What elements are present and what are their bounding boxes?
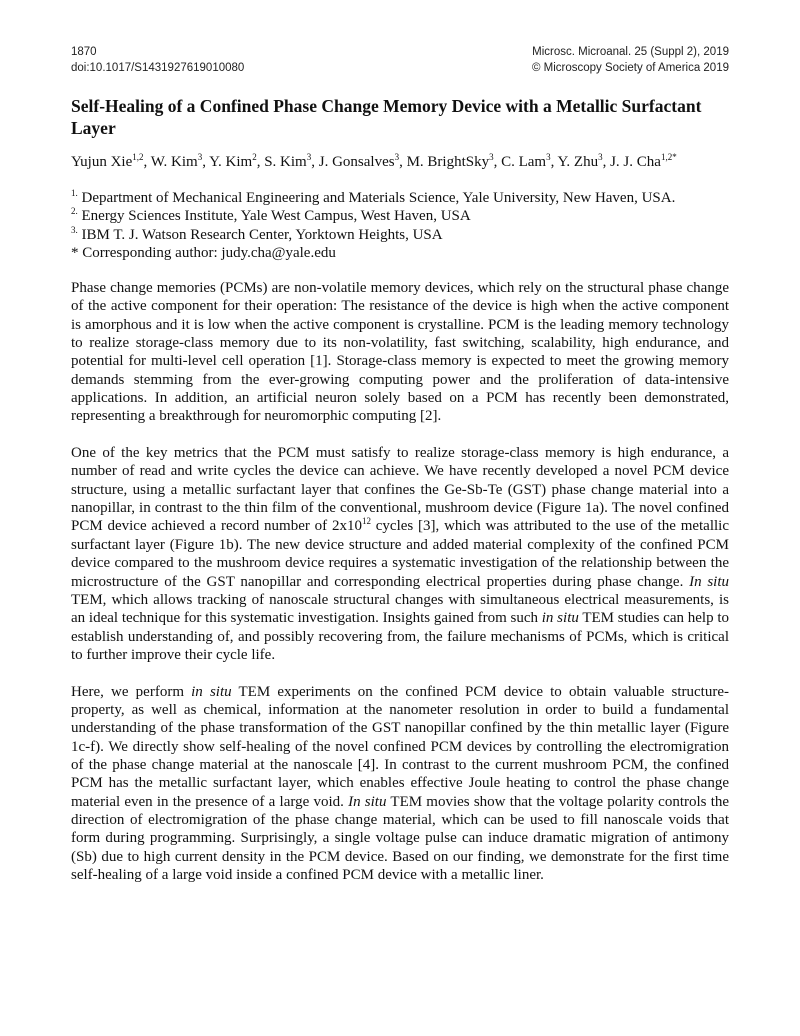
author-name: Y. Zhu — [557, 154, 599, 170]
author-separator: , — [550, 154, 558, 170]
paper-title: Self-Healing of a Confined Phase Change Memory Device with a Metallic Surfactant Layer — [71, 96, 702, 138]
header-right — [532, 44, 729, 76]
author-affiliation-mark: 3 — [546, 152, 551, 162]
author-affiliation-mark: 3 — [598, 152, 603, 162]
author-affiliation-mark: 3 — [197, 152, 203, 162]
affiliation-mark: 1. — [71, 188, 78, 198]
copyright: © Microscopy Society of America 2019 — [531, 62, 729, 74]
author-affiliation-mark: 2 — [252, 152, 257, 162]
text-segment: TEM movies show that the voltage polarity controls the direction of electromigration of the phase change material, which can be used to fill nanoscale voids that form during programming. Surprisingly, a single voltage pulse can induce dramatic migration of antimony (Sb) due to high current density in the PCM device. Based on our finding, we demonstrate for the first time self-healing of a large void inside a confined PCM device with a metallic liner. — [71, 793, 730, 883]
author — [71, 154, 151, 170]
author-name: J. J. Cha — [610, 154, 661, 170]
author-name: Yujun Xie — [71, 154, 133, 170]
text-segment: Phase change memories (PCMs) are non-volatile memory devices, which rely on the structural phase change of the active component for their operation: The resistance of the device is high when the active component is amorphous and it is low when the active component is crystalline. PCM is the leading memory technology to realize storage-class memory due to its non-volatility, fast switching, scalability, high endurance, and potential for multi-level cell operation [1]. Storage-class memory is expected to meet the growing memory demands stemming from the ever-growing computing power and the proliferation of data-intensive applications. In addition, an artificial neuron solely based on a PCM has recently been demonstrated, representing a breakthrough for neuromorphic computing [2]. — [71, 280, 729, 425]
affiliation-text: Department of Mechanical Engineering and Materials Science, Yale University, New Haven, USA. — [77, 190, 676, 206]
author-separator: , — [399, 154, 407, 170]
text-segment: Here, we perform — [71, 683, 192, 700]
text-segment: cycles [3], which was attributed to the use of the metallic surfactant layer (Figure 1b). The new device structure and added material complexity of the confined PCM device compared to the mushroom device requires a systematic investigation of the relationship between the microstructure of the GST nanopillar and corresponding electrical properties during phase change. — [71, 518, 729, 590]
author — [151, 154, 209, 170]
paragraph — [71, 444, 729, 664]
author-affiliation-mark: 1,2* — [660, 152, 677, 162]
italic-text: In situ — [348, 793, 387, 810]
author-separator: , — [143, 154, 151, 170]
author-separator: , — [256, 154, 265, 170]
author-name: Y. Kim — [209, 154, 253, 170]
author — [264, 154, 319, 170]
affiliation-mark: 2. — [71, 206, 78, 217]
italic-text: in situ — [191, 683, 232, 700]
affiliation — [71, 244, 675, 262]
author-name: J. Gonsalves — [318, 154, 395, 170]
affiliation-text: * Corresponding author: judy.cha@yale.edu — [71, 245, 336, 262]
text-segment: TEM studies can help to establish understanding of, and possibly recovering from, the failure mechanisms of PCMs, which is critical to further improve their cycle life. — [71, 610, 729, 663]
text-segment: One of the key metrics that the PCM must satisfy to realize storage-class memory is high endurance, a number of read and write cycles the device can achieve. We have recently developed a novel PCM device structure, using a metallic surfactant layer that confines the Ge-Sb-Te (GST) phase change material into a nanopillar, in contrast to the thin film of the conventional, mushroom device (Figure 1a). The novel confined PCM device achieved a record number of 2x10 — [71, 445, 729, 535]
author-affiliation-mark: 3 — [489, 152, 494, 162]
author — [209, 154, 264, 170]
italic-text: in situ — [541, 610, 579, 627]
author-separator: , — [311, 154, 319, 170]
author-affiliation-mark: 3 — [394, 152, 400, 162]
author — [558, 154, 611, 170]
author-separator: , — [202, 154, 210, 170]
author-affiliation-mark: 1,2 — [132, 152, 144, 162]
affiliation — [71, 189, 675, 207]
author — [501, 154, 557, 170]
abstract-body — [71, 279, 729, 903]
author-name: C. Lam — [501, 154, 547, 170]
author-list — [71, 152, 677, 172]
paragraph — [71, 279, 729, 426]
author — [319, 154, 407, 170]
header-left — [71, 44, 244, 76]
author-affiliation-mark: 3 — [306, 152, 312, 162]
affiliation — [71, 207, 675, 225]
journal-citation: Microsc. Microanal. 25 (Suppl 2), 2019 — [532, 46, 729, 58]
author — [610, 154, 677, 170]
text-segment: TEM experiments on the confined PCM device to obtain valuable structure-property, as well as chemical, information at the nanometer resolution in order to build a fundamental understanding of the phase transformation of the GST nanopillar confined by the thin metallic layer (Figure 1c-f). We directly show self-healing of the novel confined PCM devices by controlling the electromigration of the phase change material at the nanoscale [4]. In contrast to the current mushroom PCM, the confined PCM has the metallic surfactant layer, which enables effective Joule heating to control the phase change material even in the presence of a large void. — [71, 683, 730, 810]
page-number: 1870 — [71, 46, 97, 58]
paragraph — [71, 683, 729, 885]
affiliation-text: IBM T. J. Watson Research Center, Yorktown Heights, USA — [77, 226, 443, 243]
author-separator: , — [493, 154, 502, 170]
author-separator: , — [602, 154, 611, 170]
doi[interactable]: doi:10.1017/S1431927619010080 — [71, 62, 245, 74]
author-name: W. Kim — [150, 154, 198, 170]
superscript-text: 12 — [361, 516, 371, 527]
author — [407, 154, 502, 170]
affiliation-mark: 3. — [71, 224, 78, 235]
affiliation-list — [71, 189, 675, 263]
italic-text: In situ — [689, 573, 729, 590]
text-segment: TEM, which allows tracking of nanoscale structural changes with simultaneous electrical measurements, is an ideal technique for this systematic investigation. Insights gained from such — [71, 591, 729, 627]
affiliation — [71, 226, 675, 244]
author-name: M. BrightSky — [406, 154, 490, 170]
affiliation-text: Energy Sciences Institute, Yale West Campus, West Haven, USA — [77, 208, 471, 225]
author-name: S. Kim — [264, 154, 307, 170]
